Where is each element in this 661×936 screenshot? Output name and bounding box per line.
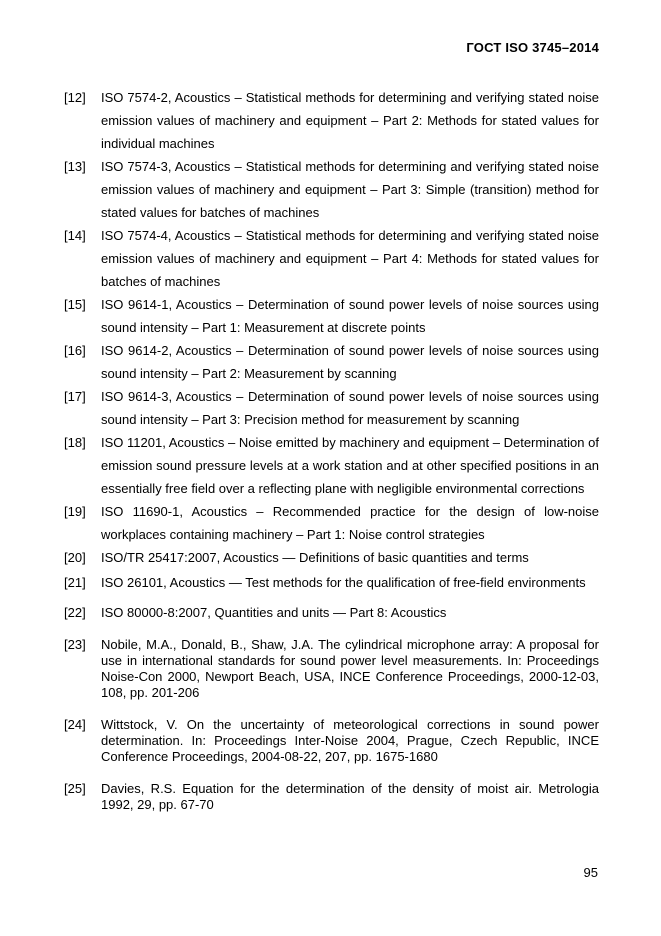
reference-number: [22] — [64, 605, 86, 620]
reference-text: ISO/TR 25417:2007, Acoustics — Definitions of basic quantities and terms — [101, 550, 529, 565]
reference-number: [16] — [64, 343, 86, 358]
reference-text: Nobile, M.A., Donald, B., Shaw, J.A. The cylindrical microphone array: A proposal for use in international standards for sound power level measurements. In: Proceedings Noise-Con 2000, Newport Beach, USA, INCE Conference Proceedings, 2000-12-03, 108, pp. 201-206 — [101, 637, 599, 700]
reference-number: [18] — [64, 435, 86, 450]
reference-number: [15] — [64, 297, 86, 312]
reference-20 — [64, 546, 599, 569]
reference-text: ISO 11690-1, Acoustics – Recommended practice for the design of low-noise workplaces containing machinery – Part 1: Noise control strategies — [101, 504, 599, 542]
reference-13 — [64, 155, 599, 224]
reference-number: [13] — [64, 159, 86, 174]
reference-text: Davies, R.S. Equation for the determination of the density of moist air. Metrologia 1992, 29, pp. 67-70 — [101, 781, 599, 812]
reference-text: ISO 9614-2, Acoustics – Determination of sound power levels of noise sources using sound intensity – Part 2: Measurement by scanning — [101, 343, 599, 381]
reference-17 — [64, 385, 599, 431]
reference-text: Wittstock, V. On the uncertainty of meteorological corrections in sound power determination. In: Proceedings Inter-Noise 2004, Prague, Czech Republic, INCE Conference Proceedings, 2004-08-22, 207, pp. 1675-1680 — [101, 717, 599, 764]
reference-number: [20] — [64, 550, 86, 565]
reference-text: ISO 11201, Acoustics – Noise emitted by machinery and equipment – Determination of emission sound pressure levels at a work station and at other specified positions in an essentially free field over a reflecting plane with negligible environmental corrections — [101, 435, 599, 496]
reference-number: [17] — [64, 389, 86, 404]
reference-18 — [64, 431, 599, 500]
reference-text: ISO 9614-3, Acoustics – Determination of sound power levels of noise sources using sound intensity – Part 3: Precision method for measurement by scanning — [101, 389, 599, 427]
document-header: ГОСТ ISO 3745–2014 — [466, 40, 599, 55]
reference-21 — [64, 575, 599, 591]
reference-list — [64, 86, 599, 813]
reference-text: ISO 7574-2, Acoustics – Statistical methods for determining and verifying stated noise emission values of machinery and equipment – Part 2: Methods for stated values for individual machines — [101, 90, 599, 151]
reference-23 — [64, 637, 599, 701]
page-number: 95 — [583, 865, 598, 880]
reference-25 — [64, 781, 599, 813]
reference-number: [19] — [64, 504, 86, 519]
reference-14 — [64, 224, 599, 293]
reference-text: ISO 9614-1, Acoustics – Determination of sound power levels of noise sources using sound intensity – Part 1: Measurement at discrete points — [101, 297, 599, 335]
reference-text: ISO 80000-8:2007, Quantities and units — Part 8: Acoustics — [101, 605, 447, 620]
reference-number: [21] — [64, 575, 86, 590]
reference-19 — [64, 500, 599, 546]
reference-15 — [64, 293, 599, 339]
reference-16 — [64, 339, 599, 385]
reference-24 — [64, 717, 599, 765]
reference-12 — [64, 86, 599, 155]
reference-number: [14] — [64, 228, 86, 243]
reference-number: [25] — [64, 781, 86, 796]
reference-text: ISO 7574-4, Acoustics – Statistical methods for determining and verifying stated noise emission values of machinery and equipment – Part 4: Methods for stated values for batches of machines — [101, 228, 599, 289]
reference-number: [23] — [64, 637, 86, 652]
reference-number: [24] — [64, 717, 86, 732]
reference-text: ISO 7574-3, Acoustics – Statistical methods for determining and verifying stated noise emission values of machinery and equipment – Part 3: Simple (transition) method for stated values for batches of machines — [101, 159, 599, 220]
reference-22 — [64, 605, 599, 621]
reference-text: ISO 26101, Acoustics — Test methods for the qualification of free-field environments — [101, 575, 586, 590]
reference-number: [12] — [64, 90, 86, 105]
